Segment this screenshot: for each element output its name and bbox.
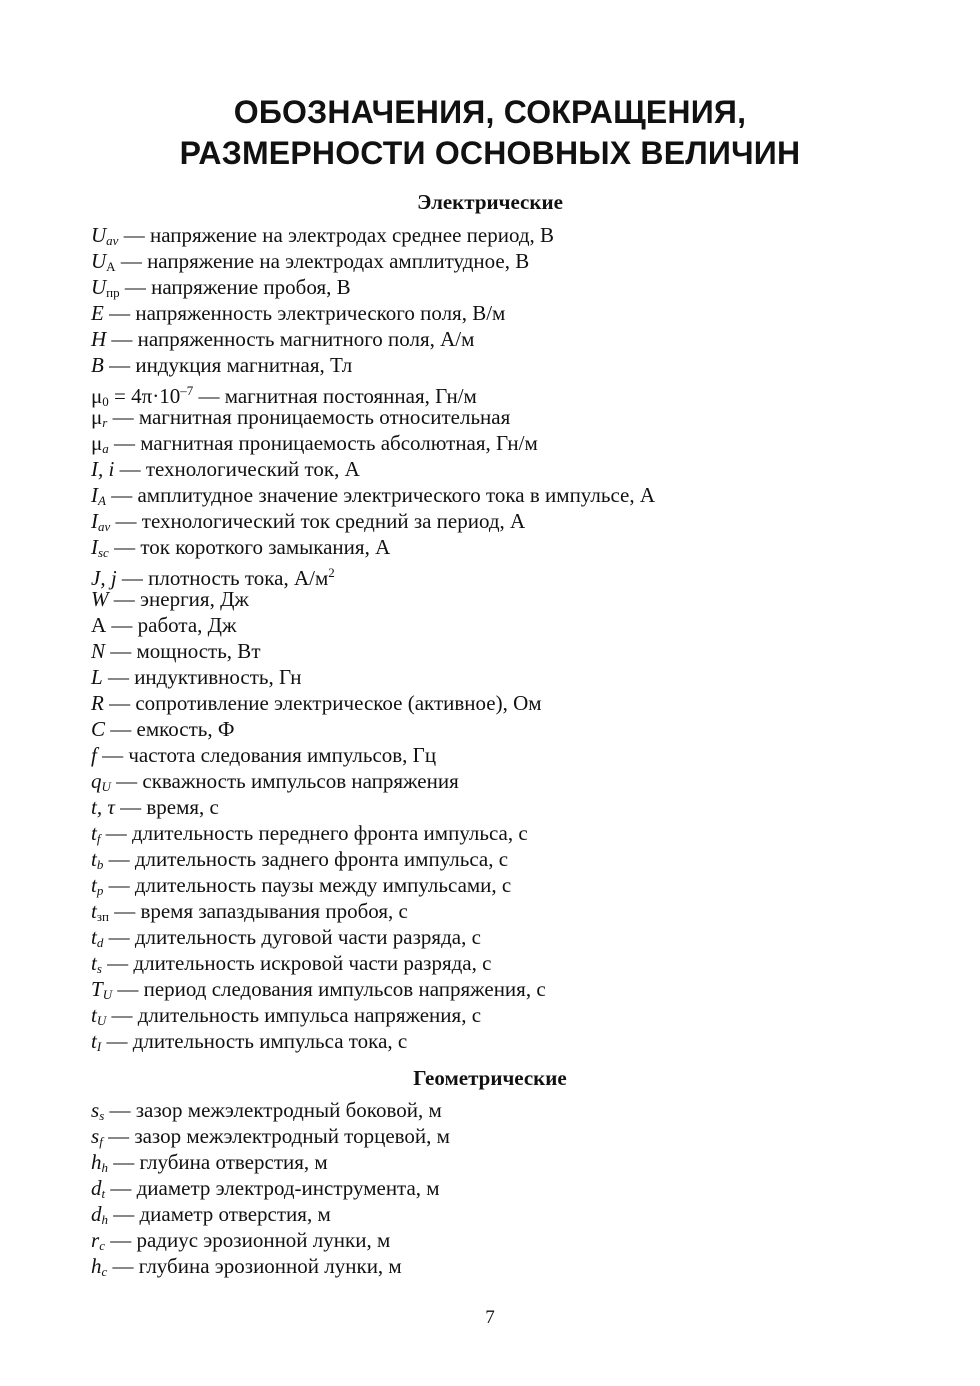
entry-description: — глубина отверстия, м bbox=[108, 1150, 328, 1174]
list-item bbox=[91, 300, 655, 326]
entry-symbol: N bbox=[91, 639, 106, 663]
entry-symbol: U bbox=[91, 249, 107, 273]
entry-symbol: q bbox=[91, 769, 102, 793]
list-item bbox=[91, 976, 655, 1002]
entry-description: — скважность импульсов напряжения bbox=[110, 769, 459, 793]
entry-symbol: d bbox=[91, 1202, 102, 1226]
list-item bbox=[91, 274, 655, 300]
entry-subscript: А bbox=[106, 259, 116, 274]
entry-symbol: А bbox=[91, 613, 107, 637]
page-title bbox=[0, 92, 980, 174]
entry-description: — напряжение пробоя, В bbox=[119, 275, 351, 299]
entry-description: — емкость, Ф bbox=[105, 717, 235, 741]
entry-description: — диаметр отверстия, м bbox=[108, 1202, 331, 1226]
entry-subscript: sc bbox=[98, 545, 109, 560]
list-item bbox=[91, 924, 655, 950]
entry-subscript: s bbox=[96, 961, 102, 976]
list-item bbox=[91, 560, 655, 590]
entry-symbol: t bbox=[91, 925, 97, 949]
entry-description: — длительность переднего фронта импульса, с bbox=[100, 821, 528, 845]
entry-symbol: h bbox=[91, 1150, 102, 1174]
entry-symbol: s bbox=[91, 1124, 100, 1148]
list-item bbox=[91, 404, 655, 430]
list-item bbox=[91, 716, 655, 742]
list-item bbox=[91, 820, 655, 846]
entry-symbol: r bbox=[91, 1228, 100, 1252]
list-item bbox=[91, 222, 655, 248]
list-item bbox=[91, 1123, 450, 1149]
entry-description: — длительность импульса напряжения, с bbox=[106, 1003, 482, 1027]
entry-symbol: I bbox=[91, 509, 98, 533]
section-heading-geometric: Геометрические bbox=[413, 1066, 567, 1090]
entry-subscript: U bbox=[102, 987, 113, 1002]
list-item bbox=[91, 586, 655, 612]
entry-description: — длительность искровой части разряда, с bbox=[101, 951, 492, 975]
list-item bbox=[91, 1227, 450, 1253]
entry-description: — амплитудное значение электрического тока в импульсе, А bbox=[105, 483, 656, 507]
list-item bbox=[91, 638, 655, 664]
entry-description: — энергия, Дж bbox=[108, 587, 249, 611]
entry-symbol: t bbox=[91, 951, 97, 975]
entry-symbol: f bbox=[91, 743, 97, 767]
entry-description: — длительность паузы между импульсами, с bbox=[103, 873, 512, 897]
entry-description: — технологический ток, А bbox=[114, 457, 360, 481]
entry-description: — магнитная проницаемость относительная bbox=[107, 405, 511, 429]
entry-description: — частота следования импульсов, Гц bbox=[96, 743, 437, 767]
entry-symbol: I, i bbox=[91, 457, 115, 481]
entry-subscript: d bbox=[96, 935, 104, 950]
list-item bbox=[91, 742, 655, 768]
entry-subscript: av bbox=[98, 519, 111, 534]
list-item bbox=[91, 872, 655, 898]
entry-subscript: U bbox=[101, 779, 111, 794]
list-item bbox=[91, 326, 655, 352]
list-item bbox=[91, 534, 655, 560]
entry-subscript: h bbox=[101, 1160, 108, 1175]
entry-subscript: a bbox=[102, 441, 109, 456]
entry-subscript: h bbox=[101, 1212, 108, 1227]
entry-description: — магнитная проницаемость абсолютная, Гн/м bbox=[108, 431, 538, 455]
list-item bbox=[91, 690, 655, 716]
entry-description: — радиус эрозионной лунки, м bbox=[104, 1228, 391, 1252]
entry-description: — зазор межэлектродный боковой, м bbox=[104, 1098, 442, 1122]
list-item bbox=[91, 612, 655, 638]
entry-description: — напряжение на электродах среднее период, В bbox=[118, 223, 555, 247]
entry-symbol: T bbox=[91, 977, 103, 1001]
entry-symbol: I bbox=[91, 483, 98, 507]
entry-description: — диаметр электрод-инструмента, м bbox=[105, 1176, 440, 1200]
entry-subscript: p bbox=[96, 883, 104, 898]
list-item bbox=[91, 482, 655, 508]
entry-description: = 4π·10 bbox=[108, 384, 181, 408]
list-item bbox=[91, 664, 655, 690]
entry-symbol: μ bbox=[91, 431, 103, 455]
entry-description: — ток короткого замыкания, А bbox=[108, 535, 391, 559]
page-title-line-2: РАЗМЕРНОСТИ ОСНОВНЫХ ВЕЛИЧИН bbox=[179, 135, 801, 171]
list-item bbox=[91, 794, 655, 820]
entry-symbol: t bbox=[91, 1029, 97, 1053]
list-item bbox=[91, 378, 655, 409]
entry-symbol: t, τ bbox=[91, 795, 115, 819]
entry-description: — индукция магнитная, Тл bbox=[103, 353, 353, 377]
entry-subscript: r bbox=[102, 415, 108, 430]
entry-subscript: b bbox=[96, 857, 104, 872]
list-item bbox=[91, 1149, 450, 1175]
entry-symbol: B bbox=[91, 353, 104, 377]
entry-description: — длительность импульса тока, с bbox=[101, 1029, 408, 1053]
entry-symbol: t bbox=[91, 899, 97, 923]
entry-symbol: U bbox=[91, 223, 107, 247]
entry-description: — период следования импульсов напряжения, с bbox=[112, 977, 546, 1001]
entry-description: — сопротивление электрическое (активное), Ом bbox=[103, 691, 542, 715]
entry-symbol: L bbox=[91, 665, 103, 689]
entry-description: — напряжение на электродах амплитудное, В bbox=[115, 249, 530, 273]
entry-symbol: H bbox=[91, 327, 107, 351]
entry-description: — плотность тока, А/м bbox=[116, 566, 329, 590]
entry-description: — напряженность магнитного поля, А/м bbox=[106, 327, 475, 351]
list-item bbox=[91, 430, 655, 456]
entry-subscript: f bbox=[99, 1134, 103, 1149]
entry-subscript: s bbox=[99, 1108, 105, 1123]
entry-subscript: A bbox=[98, 493, 106, 508]
list-item bbox=[91, 248, 655, 274]
list-item bbox=[91, 1028, 655, 1054]
page-title-line-1: ОБОЗНАЧЕНИЯ, СОКРАЩЕНИЯ, bbox=[233, 94, 747, 130]
entry-description: — работа, Дж bbox=[106, 613, 237, 637]
entry-subscript: I bbox=[96, 1039, 102, 1054]
entry-subscript: U bbox=[96, 1013, 107, 1028]
page-number: 7 bbox=[485, 1307, 495, 1328]
entry-symbol: t bbox=[91, 847, 97, 871]
entries-list-geometric bbox=[91, 1097, 450, 1279]
entry-symbol: U bbox=[91, 275, 107, 299]
entry-description: — зазор межэлектродный торцевой, м bbox=[102, 1124, 450, 1148]
entry-symbol: J, j bbox=[91, 566, 117, 590]
list-item bbox=[91, 1097, 450, 1123]
entry-subscript: зп bbox=[96, 909, 109, 924]
entry-symbol: h bbox=[91, 1254, 102, 1278]
list-item bbox=[91, 352, 655, 378]
entry-symbol: t bbox=[91, 873, 97, 897]
entry-symbol: C bbox=[91, 717, 106, 741]
list-item bbox=[91, 1002, 655, 1028]
entry-symbol: t bbox=[91, 1003, 97, 1027]
entry-description: — мощность, Вт bbox=[105, 639, 261, 663]
list-item bbox=[91, 1175, 450, 1201]
entry-symbol: I bbox=[91, 535, 98, 559]
entry-description: — глубина эрозионной лунки, м bbox=[107, 1254, 402, 1278]
list-item bbox=[91, 508, 655, 534]
entry-symbol: E bbox=[91, 301, 104, 325]
entries-list-electric bbox=[91, 222, 655, 1054]
list-item bbox=[91, 846, 655, 872]
entry-subscript: c bbox=[99, 1238, 105, 1253]
section-heading-electric: Электрические bbox=[417, 190, 563, 214]
list-item bbox=[91, 1201, 450, 1227]
entry-superscript: 2 bbox=[328, 565, 335, 580]
entry-description: — технологический ток средний за период, А bbox=[110, 509, 526, 533]
entry-description: — длительность заднего фронта импульса, с bbox=[103, 847, 509, 871]
entry-subscript: 0 bbox=[102, 394, 109, 409]
entry-symbol: s bbox=[91, 1098, 100, 1122]
entry-description: — напряженность электрического поля, В/м bbox=[103, 301, 506, 325]
entry-symbol: μ bbox=[91, 405, 103, 429]
entry-symbol: R bbox=[91, 691, 104, 715]
list-item bbox=[91, 1253, 450, 1279]
entry-description: — индуктивность, Гн bbox=[102, 665, 302, 689]
entry-symbol: d bbox=[91, 1176, 102, 1200]
entry-superscript: –7 bbox=[180, 383, 194, 398]
entry-symbol: W bbox=[91, 587, 109, 611]
list-item bbox=[91, 768, 655, 794]
entry-subscript: av bbox=[106, 233, 119, 248]
entry-description-tail: — магнитная постоянная, Гн/м bbox=[193, 384, 477, 408]
list-item bbox=[91, 950, 655, 976]
entry-subscript: c bbox=[101, 1264, 108, 1279]
entry-symbol: μ bbox=[91, 384, 103, 408]
entry-symbol: t bbox=[91, 821, 97, 845]
entry-description: — время, с bbox=[114, 795, 219, 819]
entry-description: — длительность дуговой части разряда, с bbox=[103, 925, 481, 949]
list-item bbox=[91, 456, 655, 482]
entry-subscript: t bbox=[101, 1186, 106, 1201]
list-item bbox=[91, 898, 655, 924]
entry-subscript: пр bbox=[106, 285, 120, 300]
entry-description: — время запаздывания пробоя, с bbox=[108, 899, 408, 923]
entry-subscript: f bbox=[96, 831, 101, 846]
